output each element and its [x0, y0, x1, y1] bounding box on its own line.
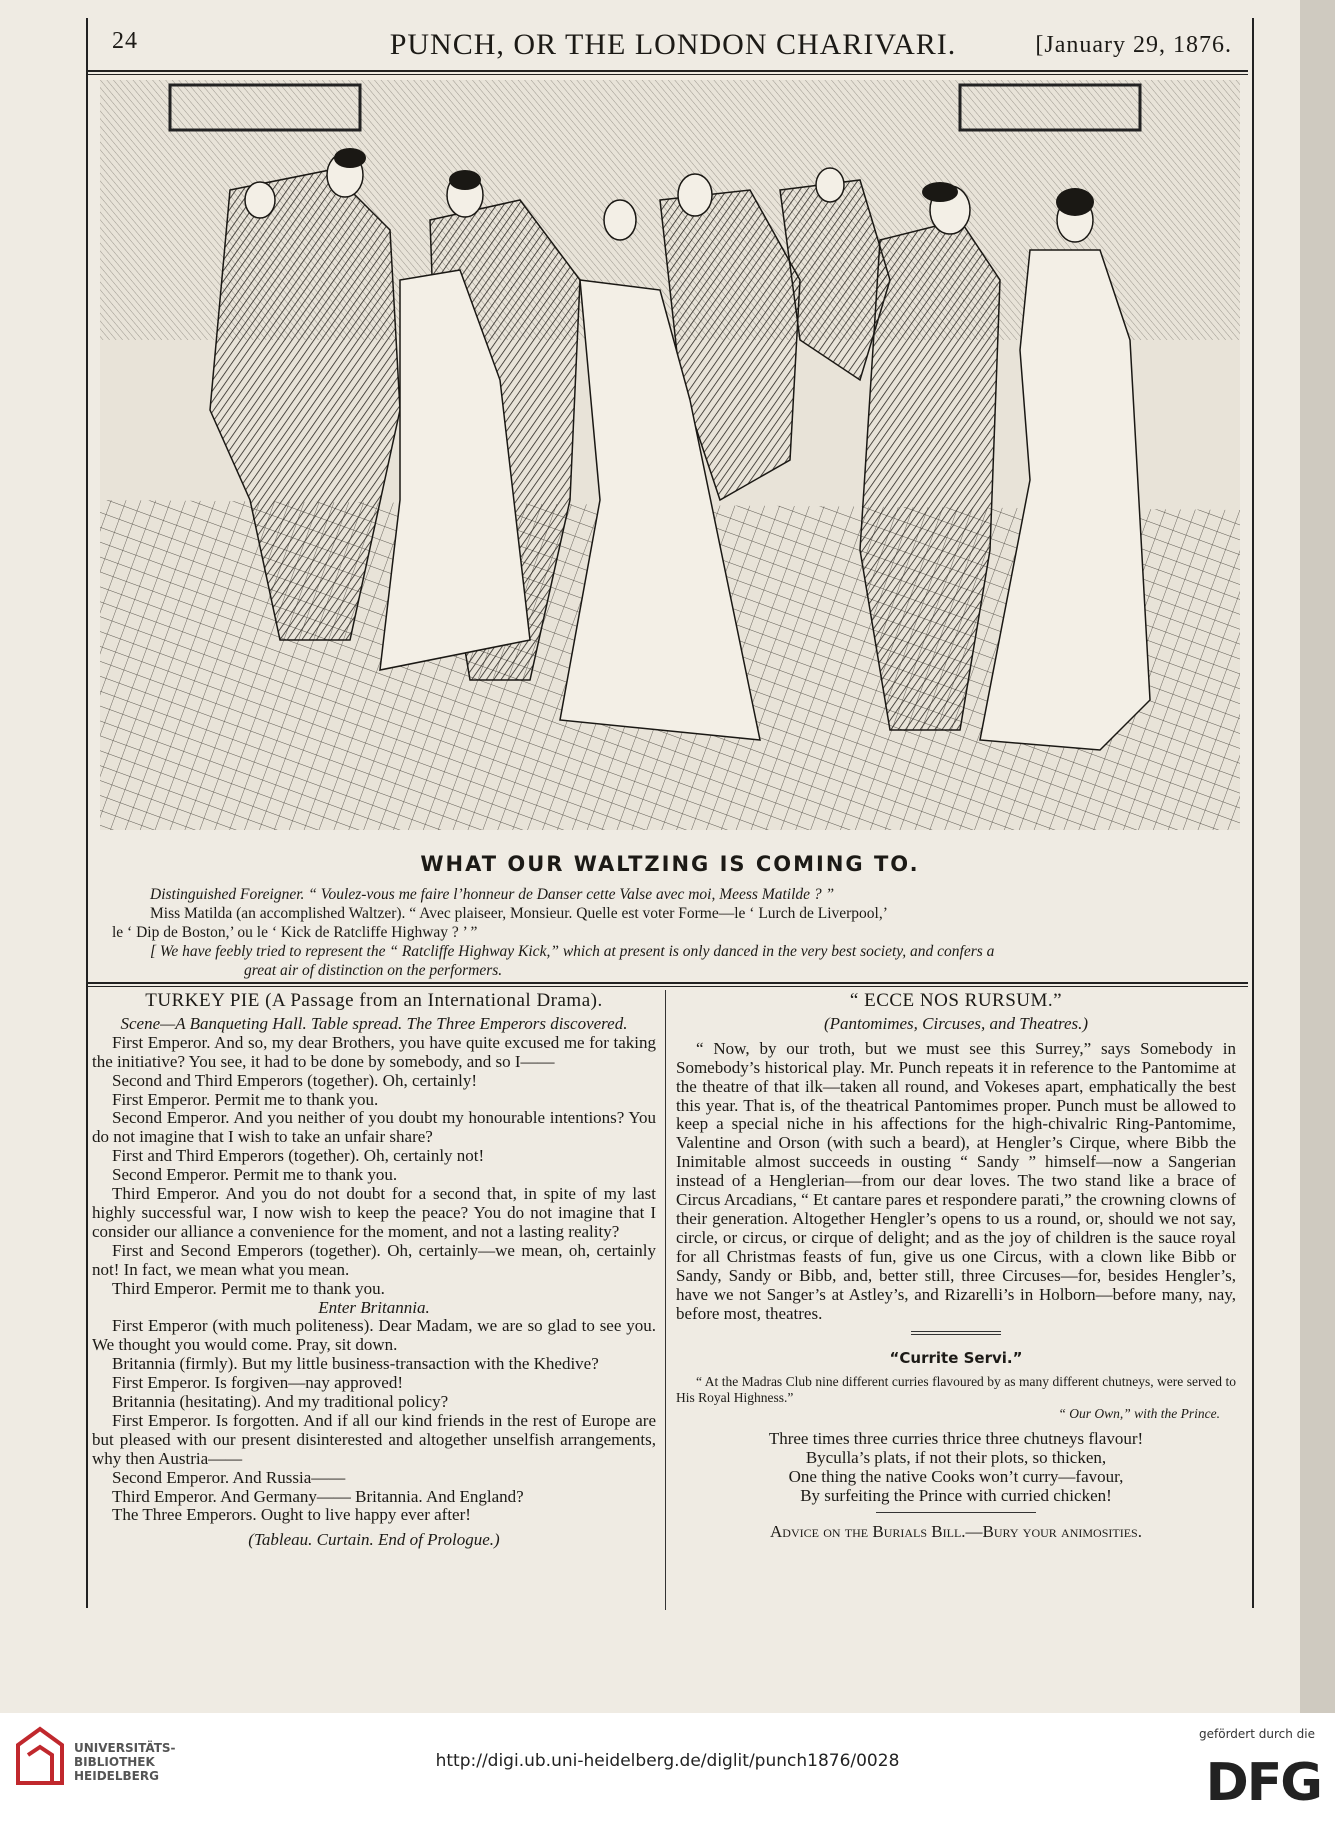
scene-direction: Scene—A Banqueting Hall. Table spread. The Three Emperors discovered. — [120, 1013, 628, 1033]
caption-line: great air of distinction on the performers. — [244, 962, 503, 979]
dialogue-line: First Emperor. Permit me to thank you. — [112, 1089, 379, 1109]
dialogue-line: Second and Third Emperors (together). Oh, certainly! — [112, 1070, 478, 1090]
dialogue-line: Second Emperor. And Russia—— — [112, 1467, 346, 1487]
column-divider — [665, 990, 666, 1610]
poem-verse: One thing the native Cooks won’t curry—favour, — [788, 1467, 1124, 1487]
header-rule-thin — [88, 74, 1248, 75]
library-name: UNIVERSITÄTS- BIBLIOTHEK HEIDELBERG — [74, 1741, 176, 1783]
stage-direction: Enter Britannia. — [318, 1297, 430, 1317]
caption-line: [ We have feebly tried to represent the “ Ratcliffe Highway Kick,” which at present is only danced in the very best society, and confers a — [150, 943, 995, 960]
article-subheading: (Pantomimes, Circuses, and Theatres.) — [823, 1013, 1089, 1033]
funding-note: gefördert durch die — [1199, 1727, 1315, 1741]
right-column — [676, 992, 1236, 1542]
dialogue-line: Third Emperor. And you do not doubt for a second that, in spite of my last highly successful war, I now wish to keep the peace? You do not imagine that I consider our alliance a convenience for the moment, and not a lasting reality? — [92, 1184, 656, 1241]
dialogue-line: First Emperor. Is forgiven—nay approved! — [112, 1373, 403, 1393]
poem-verse: Three times three curries thrice three chutneys flavour! — [768, 1429, 1144, 1449]
dialogue-line: First and Second Emperors (together). Oh, certainly—we mean, oh, certainly not! In fact, we mean what you mean. — [92, 1240, 656, 1279]
waltz-illustration — [100, 80, 1240, 830]
poem-verse: Byculla’s plats, if not their plots, so thicken, — [805, 1448, 1107, 1468]
dialogue-line: Second Emperor. Permit me to thank you. — [112, 1165, 398, 1185]
permalink-url[interactable]: http://digi.ub.uni-heidelberg.de/diglit/punch1876/0028 — [435, 1751, 900, 1771]
epigraph-source: “ Our Own,” with the Prince. — [1058, 1406, 1220, 1422]
dialogue-line: First Emperor. Is forgotten. And if all our kind friends in the rest of Europe are but pleased with our present disinterested and altogether unselfish arrangements, why then Austria—— — [92, 1410, 656, 1468]
left-column — [92, 992, 656, 1550]
dfg-logo: DFG — [1205, 1753, 1321, 1813]
dialogue-line: Third Emperor. And Germany—— Britannia. And England? — [112, 1486, 524, 1506]
masthead-title: PUNCH, OR THE LONDON CHARIVARI. — [389, 28, 957, 61]
page-header — [108, 26, 1238, 70]
caption-line: Miss Matilda (an accomplished Waltzer). “ Avec plaiseer, Monsieur. Quelle est voter Forme—le ‘ Lurch de Liverpool,’ — [150, 905, 888, 922]
scan-edge — [1300, 0, 1335, 1713]
dialogue-line: Britannia (hesitating). And my traditional policy? — [112, 1392, 449, 1412]
digitization-footer — [0, 1713, 1335, 1824]
divider-rule — [876, 1512, 1036, 1513]
section-rule — [88, 982, 1248, 984]
article-heading: “ ECCE NOS RURSUM.” — [849, 990, 1063, 1011]
dialogue-line: First and Third Emperors (together). Oh, certainly not! — [112, 1146, 485, 1166]
page-number: 24 — [112, 28, 138, 54]
dialogue-line: First Emperor (with much politeness). Dear Madam, we are so glad to see you. We thought you would come. Pray, sit down. — [92, 1316, 656, 1355]
poem-verse: By surfeiting the Prince with curried chicken! — [800, 1486, 1112, 1506]
caption-line: le ‘ Dip de Boston,’ ou le ‘ Kick de Ratcliffe Highway ? ’ ” — [112, 924, 478, 941]
poem-title: “Currite Servi.” — [889, 1349, 1023, 1368]
dialogue-line: Britannia (firmly). But my little business-transaction with the Khedive? — [112, 1354, 599, 1374]
poem-epigraph: “ At the Madras Club nine different curries flavoured by as many different chutneys, were served to His Royal Highness.” — [676, 1374, 1236, 1406]
dialogue-line: Third Emperor. Permit me to thank you. — [112, 1278, 385, 1298]
dialogue-line: Second Emperor. And you neither of you doubt my honourable intentions? You do not imagine that I wish to take an unfair share? — [92, 1108, 656, 1147]
article-body: “ Now, by our troth, but we must see this Surrey,” says Somebody in Somebody’s historical play. Mr. Punch repeats it in reference to the Pantomime at the theatre of that ilk—taken all round, and Vokeses apart, emphatically the best this year. That is, of the theatrical Pantomimes proper. Punch must be allowed to keep a special niche in his affections for the high-chivalric Ring-Pantomime, Valentine and Orson (with such a beard), at Hengler’s Cirque, where Bibb the Inimitable almost succeeds in ousting “ Sandy ” himself—now a Sangerian instead of a Henglerian—from our dear loves. The two stand like a brace of Circus Arcadians, “ Et cantare pares et respondere parati,” the crowning clowns of their generation. Altogether Hengler’s opens to us a round, or, should we not say, circle, or circus, or cirque of delight; and as the joy of children is the sauce royal for all Christmas feasts of fun, give us one Circus, with a clown like Bibb or Sandy, Sandy or Bibb, and, better still, three Circuses—for, besides Hengler’s, have we not Sanger’s at Astley’s, and Rizarelli’s in Holborn—before many, nay, before most, theatres. — [676, 1038, 1236, 1323]
illustration-title: WHAT OUR WALTZING IS COMING TO. — [420, 852, 920, 876]
caption-line: Distinguished Foreigner. “ Voulez-vous me faire l’honneur de Danser cette Valse avec moi, Meess Matilde ? ” — [150, 886, 835, 903]
header-rule — [88, 70, 1248, 72]
dialogue-line: The Three Emperors. Ought to live happy ever after! — [112, 1505, 471, 1525]
closing-direction: (Tableau. Curtain. End of Prologue.) — [248, 1530, 500, 1550]
illustration-caption — [112, 885, 1237, 980]
dialogue-line: First Emperor. And so, my dear Brothers, you have quite excused me for taking the initiative? You see, it had to be done by somebody, and so I—— — [92, 1032, 656, 1071]
section-rule-thin — [88, 986, 1248, 987]
divider-rule — [911, 1331, 1001, 1332]
issue-date: [January 29, 1876. — [1035, 32, 1232, 58]
advice-line: Advice on the Burials Bill.—Bury your animosities. — [770, 1521, 1142, 1541]
article-heading: TURKEY PIE (A Passage from an International Drama). — [145, 990, 603, 1011]
divider-rule — [911, 1334, 1001, 1335]
